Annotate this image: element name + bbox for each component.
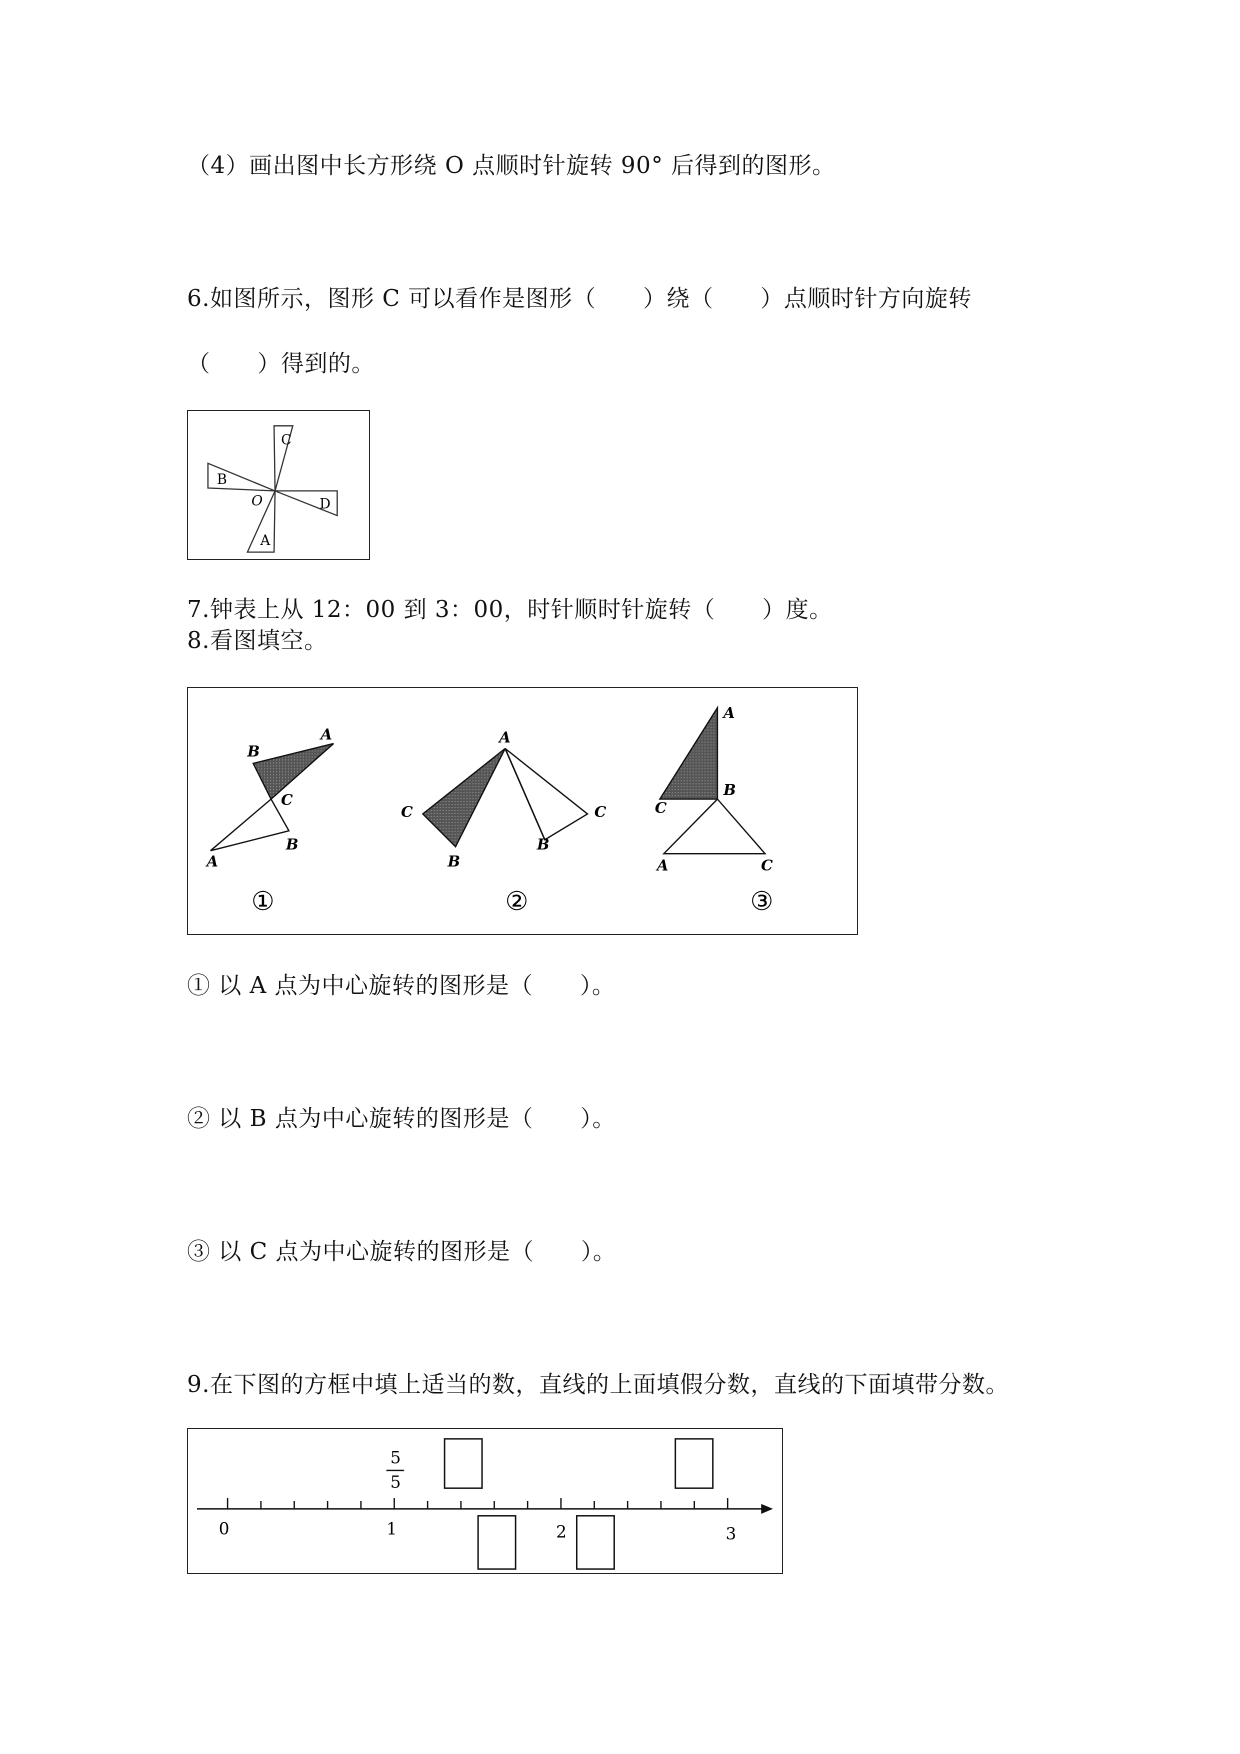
q7-text: 7.钟表上从 12：00 到 3：00，时针顺时针旋转（ ）度。	[187, 597, 833, 623]
label-o: O	[251, 493, 263, 510]
fig3-number: ③	[750, 887, 774, 918]
fraction-numerator: 5	[390, 1447, 401, 1468]
number-line-arrow	[761, 1504, 773, 1514]
q6-figure	[187, 410, 370, 560]
answer-box-above-2[interactable]	[675, 1439, 712, 1488]
q6-text-line2: （ ）得到的。	[187, 351, 375, 377]
q9-text: 9.在下图的方框中填上适当的数，直线的上面填假分数，直线的下面填带分数。	[187, 1372, 1009, 1398]
answer-box-below-1[interactable]	[478, 1516, 515, 1569]
fig3-label-a-bottom: A	[656, 856, 669, 875]
figure-1	[205, 726, 334, 918]
fig1-label-a-bottom: A	[206, 852, 219, 871]
label-c: C	[280, 432, 292, 449]
tick-label-3: 3	[725, 1523, 737, 1544]
fraction-denominator: 5	[390, 1472, 401, 1493]
fig1-number: ①	[251, 887, 275, 918]
tick-label-1: 1	[386, 1518, 398, 1539]
tick-label-2: 2	[556, 1521, 567, 1542]
answer-box-above-1[interactable]	[445, 1439, 482, 1488]
q8-item-3: ③ 以 C 点为中心旋转的图形是（ ）。	[187, 1239, 617, 1265]
q8-item-1: ① 以 A 点为中心旋转的图形是（ ）。	[187, 973, 616, 999]
fig2-label-b-left: B	[447, 852, 461, 871]
fig3-label-b: B	[723, 781, 736, 800]
fig1-label-a-top: A	[320, 725, 333, 744]
q8-figure	[187, 687, 858, 935]
fig1-label-b-top: B	[247, 742, 260, 761]
figure-2	[401, 729, 606, 918]
q8-item-2: ② 以 B 点为中心旋转的图形是（ ）。	[187, 1106, 616, 1132]
label-d: D	[319, 496, 331, 513]
fig3-label-c-bottom: C	[761, 856, 773, 875]
tick-label-0: 0	[218, 1518, 230, 1539]
fig1-label-b-bottom: B	[285, 835, 299, 854]
label-a: A	[260, 533, 271, 550]
q6-text-line1: 6.如图所示，图形 C 可以看作是图形（ ）绕（ ）点顺时针方向旋转	[187, 286, 972, 312]
fig2-label-b-right: B	[536, 835, 550, 854]
fig2-label-a: A	[499, 728, 511, 747]
fig3-label-a-top: A	[723, 703, 735, 722]
q8-title: 8.看图填空。	[187, 628, 328, 654]
rotation-diagrams	[188, 688, 857, 934]
answer-box-below-2[interactable]	[577, 1516, 614, 1569]
fig2-number: ②	[505, 887, 529, 918]
fig3-label-c-left: C	[654, 798, 667, 817]
number-line-diagram	[188, 1429, 782, 1573]
pinwheel-diagram	[188, 411, 369, 559]
label-b: B	[216, 472, 227, 489]
fig1-label-c: C	[280, 791, 293, 810]
q9-figure	[187, 1428, 783, 1574]
fig2-label-c-left: C	[400, 802, 413, 821]
number-line-ticks	[228, 1498, 728, 1509]
figure-3	[655, 704, 773, 917]
q5-part4-text: （4）画出图中长方形绕 O 点顺时针旋转 90° 后得到的图形。	[187, 153, 836, 179]
fig2-label-c-right: C	[594, 802, 607, 821]
